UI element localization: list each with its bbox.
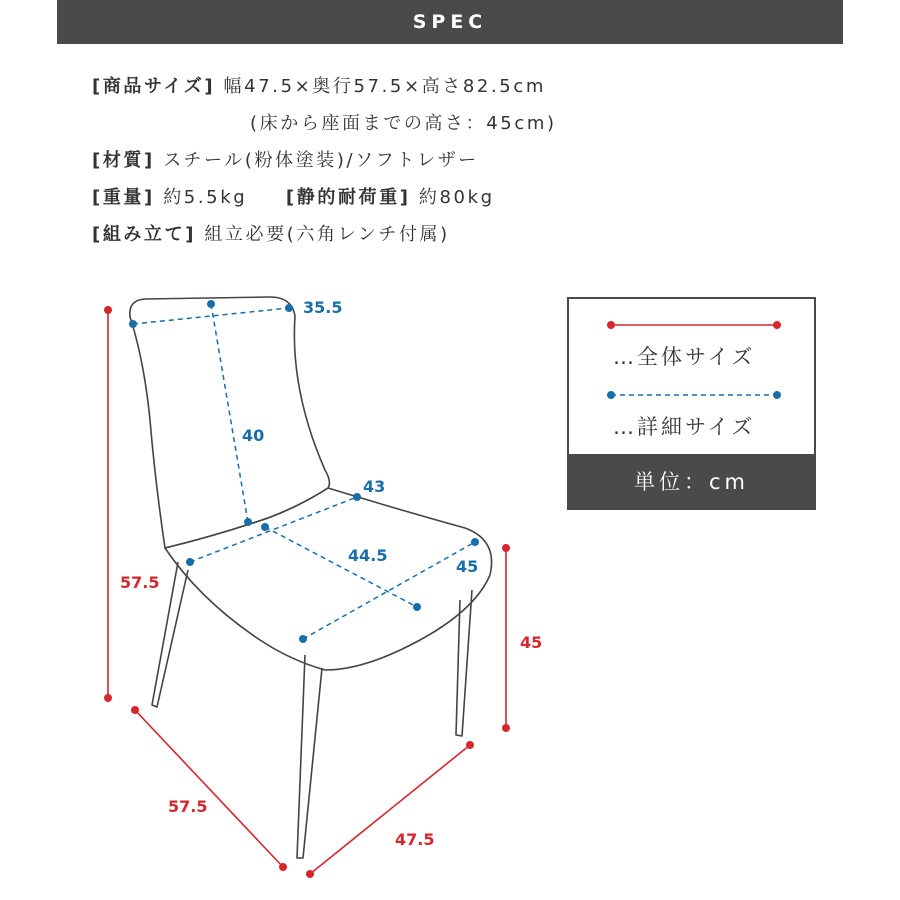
chair-backrest [130, 297, 330, 548]
backrest-width-dot-right [285, 304, 293, 312]
legend-detail-dot-left [607, 391, 615, 399]
spec-load-key: [静的耐荷重] [285, 187, 411, 208]
spec-weight-value: 約5.5kg [163, 187, 248, 208]
seat-depth-line [265, 527, 417, 607]
backrest-height-line [211, 304, 248, 522]
seat-front-width-label: 45 [456, 557, 479, 576]
legend-overall-label: …全体サイズ [613, 345, 756, 369]
spec-size-key: [商品サイズ] [92, 76, 216, 97]
spec-material-value: スチール(粉体塗装)/ソフトレザー [163, 150, 479, 171]
chair-leg-front-right [456, 590, 472, 736]
overall-height-dot-bottom [104, 694, 112, 702]
depth-dot-end [279, 863, 287, 871]
legend-overall-dot-left [607, 321, 615, 329]
overall-height-label: 57.5 [120, 573, 160, 592]
spec-weight-key: [重量] [92, 187, 155, 208]
backrest-height-dot-top [207, 300, 215, 308]
seat-back-width-dot-right [353, 493, 361, 501]
legend-detail-label: …詳細サイズ [613, 415, 756, 439]
legend-unit [569, 454, 814, 508]
seat-height-dot-top [502, 544, 510, 552]
spec-load-value: 約80kg [418, 187, 495, 208]
chair-leg-front-left [297, 655, 322, 858]
width-dot-end [466, 741, 474, 749]
overall-height-dot-top [104, 306, 112, 314]
backrest-width-dot-left [129, 320, 137, 328]
seat-back-width-dot-left [186, 558, 194, 566]
backrest-width-label: 35.5 [303, 298, 343, 317]
seat-back-width-line [190, 497, 357, 562]
seat-back-width-label: 43 [363, 477, 386, 496]
seat-front-width-line [303, 542, 475, 639]
depth-label: 57.5 [168, 797, 208, 816]
depth-line [135, 710, 283, 867]
legend-overall-dot-right [773, 321, 781, 329]
spec-size-value: 幅47.5×奥行57.5×高さ82.5cm [223, 76, 546, 97]
spec-title: SPEC [412, 11, 488, 33]
seat-front-width-dot-left [299, 635, 307, 643]
chair-seat [165, 488, 492, 670]
legend-detail-dot-right [773, 391, 781, 399]
width-dot-start [306, 870, 314, 878]
seat-depth-dot-start [261, 523, 269, 531]
backrest-height-dot-bottom [244, 518, 252, 526]
seat-height-label: 45 [520, 633, 543, 652]
width-label: 47.5 [395, 830, 435, 849]
width-line [310, 745, 470, 874]
seat-height-dot-bottom [502, 724, 510, 732]
legend-unit-text: 単位：cm [633, 470, 749, 494]
spec-material-key: [材質] [92, 150, 155, 171]
backrest-width-line [133, 308, 289, 324]
seat-front-width-dot-right [471, 538, 479, 546]
legend-box [567, 297, 816, 510]
spec-assembly-key: [組み立て] [92, 224, 197, 245]
seat-depth-dot-end [413, 603, 421, 611]
seat-depth-label: 44.5 [348, 546, 388, 565]
depth-dot-start [131, 706, 139, 714]
spec-assembly-value: 組立必要(六角レンチ付属) [204, 224, 450, 245]
spec-seat-height-note: (床から座面までの高さ：45cm) [250, 113, 557, 134]
backrest-height-label: 40 [242, 426, 265, 445]
